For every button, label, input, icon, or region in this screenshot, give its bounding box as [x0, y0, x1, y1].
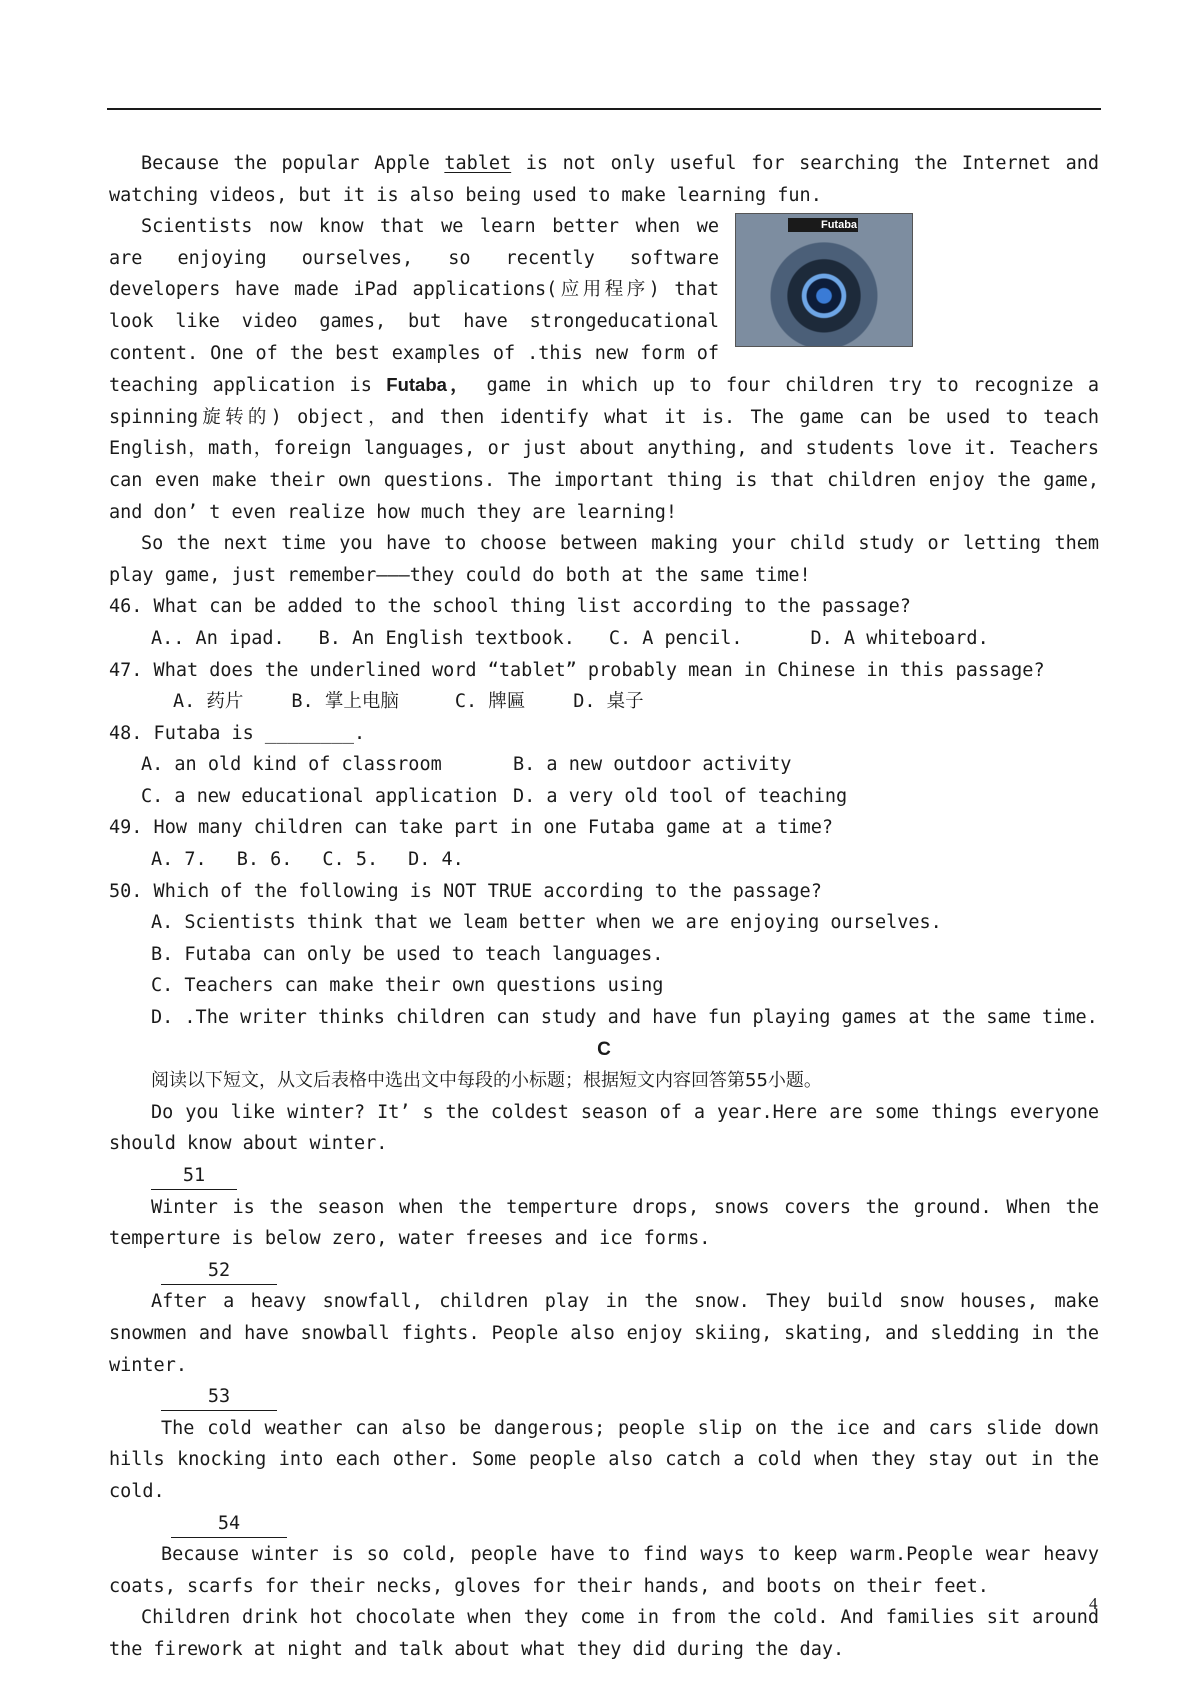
blank-51-line: [109, 1160, 1099, 1192]
question-options-row-2: [109, 781, 1099, 813]
option-a: A. an old kind of classroom: [141, 754, 442, 776]
option-b: B. Futaba can only be used to teach languages.: [151, 943, 664, 965]
question-46: [109, 591, 1099, 654]
option-d: D. 桌子: [573, 691, 644, 713]
text-span: is not only useful for searching the Internet and watching videos, but it is also being used to make learning fun.: [109, 153, 1099, 206]
text-span: game in which up to four children try to recognize a spinning旋转的) object，and then identify what it is. The game can be used to teach English，math，foreign languages, or just about anything, and students love it. Teachers can even make their own questions. The important thing is that children enjoy the game, and don’ t even realize how much they are learning!: [109, 375, 1100, 523]
section-c-paragraph-51: Winter is the season when the temperture drops, snows covers the ground. When the temperture is below zero, water freeses and ice forms.: [109, 1196, 1099, 1250]
option-c: C. A pencil.: [608, 627, 743, 649]
section-c-instruction: 阅读以下短文，从文后表格中选出文中每段的小标题；根据短文内容回答第55小题。: [151, 1070, 822, 1092]
question-50: [109, 876, 1099, 1034]
blank-52-line: [109, 1255, 1099, 1287]
passage-paragraph-3: So the next time you have to choose between making your child study or letting them play game, just remember———they could do both at the same time!: [109, 533, 1099, 586]
section-c-paragraph-55: Children drink hot chocolate when they come in from the cold. And families sit around the firework at night and talk about what they did during the day.: [109, 1607, 1099, 1660]
option-a: A.. An ipad.: [151, 627, 285, 649]
question-options: [109, 686, 1099, 718]
section-c-paragraph-54: Because winter is so cold, people have to find ways to keep warm.People wear heavy coats, scarfs for their necks, gloves for their hands, and boots on their feet.: [109, 1544, 1099, 1597]
option-d: D. A whiteboard.: [810, 627, 989, 649]
passage-paragraph-1: [109, 148, 1099, 211]
header-rule: [107, 108, 1101, 110]
blank-54: 54: [171, 1511, 287, 1538]
option-b: B. 6.: [236, 849, 293, 871]
option-a: A. Scientists think that we leam better when we are enjoying ourselves.: [151, 912, 942, 934]
question-stem: 50. Which of the following is NOT TRUE according to the passage?: [109, 880, 822, 902]
text-span: Scientists now know that we learn better when we are enjoying ourselves, so recently software developers have made iPad applications(应用程序) that look like video games, but have strongeducational content. One of the best examples of .this new form of teaching application is: [109, 216, 719, 397]
futaba-image: [735, 213, 929, 347]
question-options: [109, 623, 1099, 655]
page-number: 4: [1089, 1594, 1098, 1613]
question-stem: 48. Futaba is ________.: [109, 722, 366, 744]
section-c-paragraph-53: The cold weather can also be dangerous; people slip on the ice and cars slide down hills knocking into each other. Some people also catch a cold when they stay out in the cold.: [109, 1417, 1099, 1502]
section-c-heading: C: [597, 1038, 611, 1060]
blank-54-line: [109, 1508, 1099, 1540]
option-b: B. An English textbook.: [318, 627, 575, 649]
futaba-device-picture: [735, 213, 913, 347]
question-47: [109, 655, 1099, 718]
option-d: D. 4.: [408, 849, 464, 871]
option-d: D. a very old tool of teaching: [513, 785, 848, 807]
option-b: B. 掌上电脑: [291, 691, 399, 713]
section-c-paragraph-52: After a heavy snowfall, children play in the snow. They build snow houses, make snowmen and have snowball fights. People also enjoy skiing, skating, and sledding in the winter.: [109, 1291, 1099, 1376]
option-c: C. 5.: [322, 849, 379, 871]
section-c-intro: Do you like winter? It’ s the coldest season of a year.Here are some things everyone should know about winter.: [109, 1101, 1099, 1155]
question-48: [109, 718, 1099, 813]
question-49: [109, 812, 1099, 875]
passage-paragraph-2: [109, 211, 1099, 528]
option-c: C. a new educational application: [141, 785, 498, 807]
option-c: C. 牌匾: [454, 691, 526, 713]
underlined-word-tablet: tablet: [444, 153, 512, 174]
question-stem: 49. How many children can take part in one Futaba game at a time?: [109, 817, 833, 839]
question-options: [109, 844, 1099, 876]
document-body: [109, 148, 1099, 1666]
blank-51: 51: [151, 1163, 237, 1190]
futaba-logo-label: Futaba: [788, 218, 858, 232]
futaba-bold-text: Futaba，: [386, 374, 473, 396]
option-c: C. Teachers can make their own questions using: [151, 975, 664, 997]
option-a: A. 药片: [173, 691, 244, 713]
option-b: B. a new outdoor activity: [513, 754, 792, 776]
blank-52: 52: [161, 1258, 277, 1285]
question-options-row-1: [109, 749, 1099, 781]
question-stem: 47. What does the underlined word “tablet” probably mean in Chinese in this passage?: [109, 659, 1045, 681]
text-span: Because the popular Apple: [141, 153, 445, 174]
question-stem: 46. What can be added to the school thing list according to the passage?: [109, 596, 911, 618]
blank-53: 53: [161, 1384, 277, 1411]
option-a: A. 7.: [151, 849, 207, 871]
option-d: D. .The writer thinks children can study and have fun playing games at the same time.: [151, 1007, 1098, 1029]
blank-53-line: [109, 1381, 1099, 1413]
